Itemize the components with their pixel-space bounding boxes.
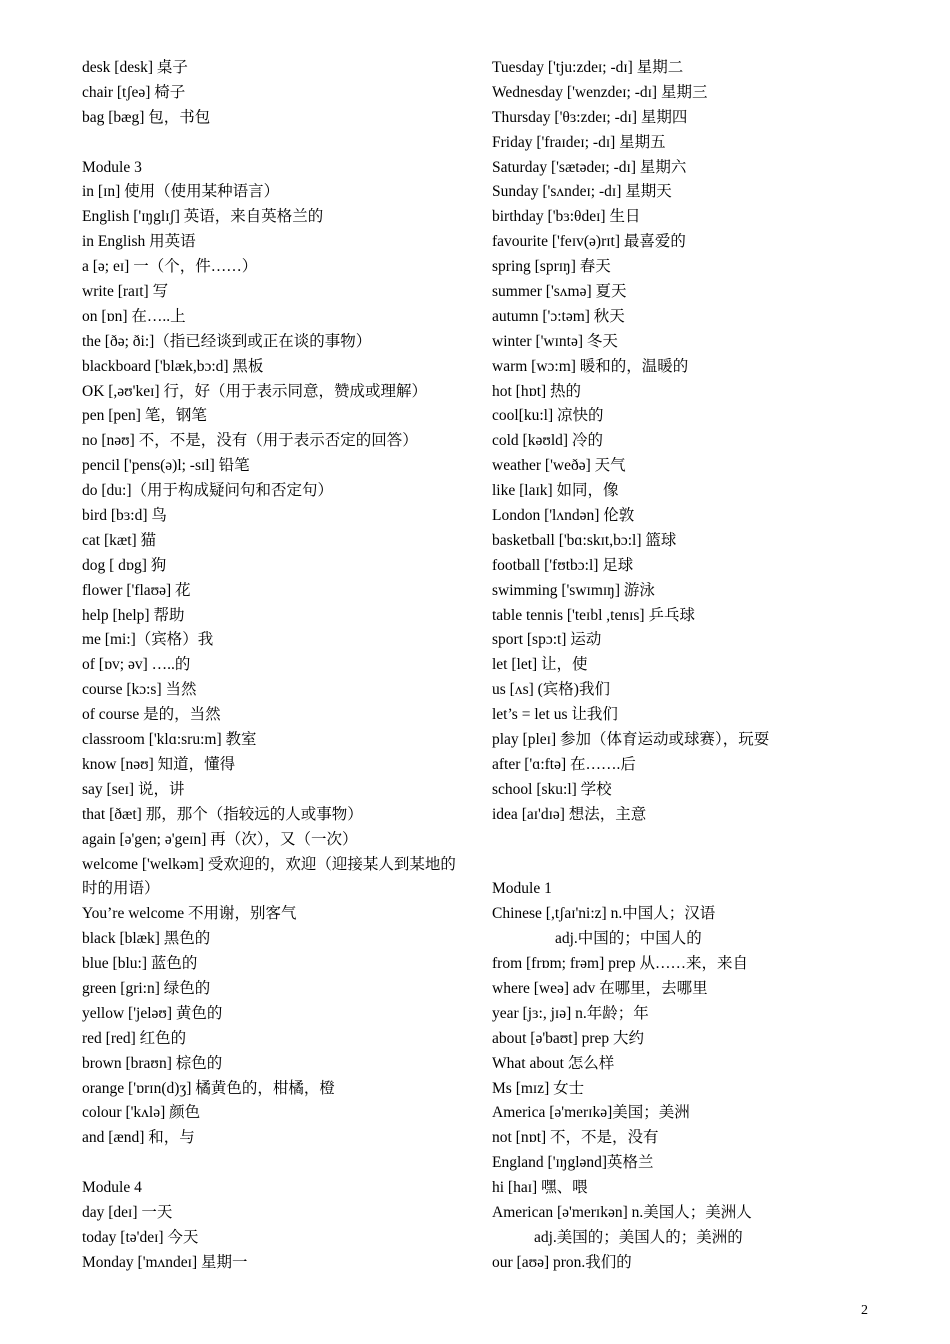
vocab-entry: table tennis ['teɪbl ,tenɪs] 乒乓球 [492, 606, 695, 624]
vocab-entry: autumn ['ɔ:təm] 秋天 [492, 307, 625, 325]
right-column [492, 56, 822, 1276]
vocab-entry: do [du:]（用于构成疑问句和否定句） [82, 482, 334, 500]
vocab-entry: Monday ['mʌndeɪ] 星期一 [82, 1253, 248, 1271]
vocab-entry: and [ænd] 和，与 [82, 1129, 195, 1147]
vocab-entry: in [ɪn] 使用（使用某种语言） [82, 183, 280, 201]
vocab-entry: cat [kæt] 猫 [82, 531, 157, 549]
vocab-entry: London ['lʌndən] 伦敦 [492, 507, 635, 525]
vocab-entry: green [gri:n] 绿色的 [82, 979, 211, 997]
vocab-entry: warm [wɔ:m] 暖和的，温暖的 [492, 357, 689, 375]
vocab-entry: birthday ['bɜ:θdeɪ] 生日 [492, 208, 641, 226]
vocab-entry: day [deɪ] 一天 [82, 1204, 173, 1221]
vocab-entry: hi [haɪ] 嘿、喂 [492, 1179, 588, 1197]
vocab-entry: that [ðæt] 那，那个（指较远的人或事物） [82, 805, 363, 823]
left-column [82, 56, 467, 1276]
vocab-entry: chair [tʃeə] 椅子 [82, 83, 186, 101]
vocab-entry: favourite ['feɪv(ə)rɪt] 最喜爱的 [492, 233, 686, 251]
vocab-entry: cold [kəʊld] 冷的 [492, 432, 603, 450]
vocab-entry: pencil ['pens(ə)l; -sɪl] 铅笔 [82, 457, 250, 475]
vocab-entry: What about 怎么样 [492, 1054, 615, 1072]
vocab-entry: pen [pen] 笔，钢笔 [82, 407, 207, 425]
vocab-entry: play [pleɪ] 参加（体育运动或球赛），玩耍 [492, 731, 770, 749]
vocab-entry: our [aʊə] pron.我们的 [492, 1253, 632, 1271]
vocab-entry: Thursday ['θɜ:zdeɪ; -dɪ] 星期四 [492, 108, 688, 126]
vocab-entry: orange ['ɒrɪn(d)ʒ] 橘黄色的，柑橘，橙 [82, 1079, 335, 1097]
vocab-entry: spring [sprɪŋ] 春天 [492, 258, 611, 276]
vocab-entry: weather ['weðə] 天气 [492, 457, 626, 475]
vocab-entry: dog [ dɒg] 狗 [82, 556, 167, 574]
vocab-entry: know [nəʊ] 知道，懂得 [82, 755, 236, 773]
vocab-entry: the [ðə; ði:]（指已经谈到或正在谈的事物） [82, 332, 372, 350]
vocab-entry: brown [braʊn] 棕色的 [82, 1054, 223, 1072]
vocab-entry: in English 用英语 [82, 233, 196, 251]
module-heading: Module 1 [492, 880, 552, 898]
vocab-entry: basketball ['bɑ:skɪt,bɔ:l] 篮球 [492, 531, 677, 549]
vocab-entry: let [let] 让，使 [492, 656, 588, 674]
vocab-entry: of course 是的，当然 [82, 706, 221, 724]
vocab-entry: American [ə'merɪkən] n.美国人；美洲人 [492, 1203, 752, 1221]
vocab-entry: not [nɒt] 不，不是，没有 [492, 1129, 659, 1147]
vocab-entry: year [jɜ:, jɪə] n.年龄；年 [492, 1004, 649, 1022]
vocab-entry: about [ə'baʊt] prep 大约 [492, 1029, 645, 1047]
module-heading: Module 4 [82, 1179, 142, 1197]
vocab-entry: course [kɔ:s] 当然 [82, 681, 197, 699]
vocab-entry: Saturday ['sætədeɪ; -dɪ] 星期六 [492, 158, 687, 176]
vocab-entry: like [laɪk] 如同，像 [492, 482, 619, 500]
vocab-entry: help [help] 帮助 [82, 606, 185, 624]
vocab-entry: You’re welcome 不用谢，别客气 [82, 905, 297, 923]
vocab-entry: cool[ku:l] 凉快的 [492, 407, 604, 425]
vocab-entry: English ['ɪŋglɪʃ] 英语，来自英格兰的 [82, 208, 324, 226]
vocab-entry: adj.美国的；美国人的；美洲的 [534, 1228, 743, 1246]
vocab-entry: yellow ['jeləʊ] 黄色的 [82, 1004, 223, 1022]
vocab-entry: sport [spɔ:t] 运动 [492, 631, 602, 649]
vocab-entry: black [blæk] 黑色的 [82, 930, 211, 948]
vocab-entry: us [ʌs] (宾格)我们 [492, 681, 610, 699]
vocab-entry: again [ə'gen; ə'geɪn] 再（次），又（一次） [82, 830, 358, 848]
vocab-entry: bird [bɜ:d] 鸟 [82, 507, 167, 525]
vocab-entry: desk [desk] 桌子 [82, 59, 188, 76]
vocab-entry: America [ə'merɪkə]美国；美洲 [492, 1104, 690, 1122]
vocab-entry: today [tə'deɪ] 今天 [82, 1228, 199, 1246]
vocab-entry: say [seɪ] 说，讲 [82, 780, 185, 798]
vocab-entry: let’s = let us 让我们 [492, 706, 618, 724]
vocab-entry: Ms [mɪz] 女士 [492, 1079, 585, 1097]
blank-line [82, 1151, 467, 1176]
vocab-entry: a [ə; eɪ] 一（个，件……） [82, 258, 258, 276]
vocab-entry: winter ['wɪntə] 冬天 [492, 332, 618, 350]
vocab-entry: red [red] 红色的 [82, 1029, 187, 1047]
vocab-entry: school [sku:l] 学校 [492, 780, 612, 798]
blank-line [492, 853, 822, 878]
vocab-entry: Sunday ['sʌndeɪ; -dɪ] 星期天 [492, 183, 672, 201]
module-heading: Module 3 [82, 158, 142, 176]
vocab-entry: England ['ɪŋglənd]英格兰 [492, 1154, 654, 1172]
vocab-entry: Chinese [,tʃaɪ'ni:z] n.中国人；汉语 [492, 905, 716, 923]
vocab-entry: of [ɒv; əv] …..的 [82, 656, 191, 674]
vocab-entry: football ['fʊtbɔ:l] 足球 [492, 556, 634, 574]
vocab-entry: no [nəʊ] 不，不是，没有（用于表示否定的回答） [82, 432, 418, 450]
vocab-entry: write [raɪt] 写 [82, 283, 169, 301]
vocab-entry: after ['ɑ:ftə] 在…….后 [492, 755, 636, 773]
vocab-entry: blackboard ['blæk,bɔ:d] 黑板 [82, 357, 264, 375]
vocab-entry: idea [aɪ'dɪə] 想法，主意 [492, 805, 647, 823]
vocab-entry: hot [hɒt] 热的 [492, 382, 582, 400]
vocab-entry: swimming ['swɪmɪŋ] 游泳 [492, 581, 655, 599]
vocab-entry: blue [blu:] 蓝色的 [82, 955, 198, 973]
vocab-entry: where [weə] adv 在哪里，去哪里 [492, 979, 708, 997]
vocab-entry: Friday ['fraɪdeɪ; -dɪ] 星期五 [492, 133, 666, 151]
vocab-entry: welcome ['welkəm] 受欢迎的，欢迎（迎接某人到某地的时的用语） [82, 855, 456, 898]
vocab-entry: from [frɒm; frəm] prep 从……来，来自 [492, 955, 749, 973]
page-number: 2 [861, 1303, 868, 1318]
blank-line [82, 131, 467, 156]
vocab-entry: bag [bæg] 包，书包 [82, 108, 211, 126]
vocab-entry: summer ['sʌmə] 夏天 [492, 283, 627, 301]
vocab-entry: adj.中国的；中国人的 [555, 930, 702, 948]
blank-line [492, 828, 822, 853]
vocab-entry: Wednesday ['wenzdeɪ; -dɪ] 星期三 [492, 83, 708, 101]
vocab-entry: OK [,əʊ'keɪ] 行，好（用于表示同意，赞成或理解） [82, 382, 427, 400]
vocab-entry: classroom ['klɑ:sru:m] 教室 [82, 731, 257, 749]
vocab-entry: me [mi:]（宾格）我 [82, 631, 214, 649]
vocab-entry: Tuesday ['tju:zdeɪ; -dɪ] 星期二 [492, 59, 684, 76]
vocab-entry: flower ['flaʊə] 花 [82, 581, 191, 599]
vocab-entry: colour ['kʌlə] 颜色 [82, 1104, 201, 1122]
vocab-entry: on [ɒn] 在…..上 [82, 307, 186, 325]
